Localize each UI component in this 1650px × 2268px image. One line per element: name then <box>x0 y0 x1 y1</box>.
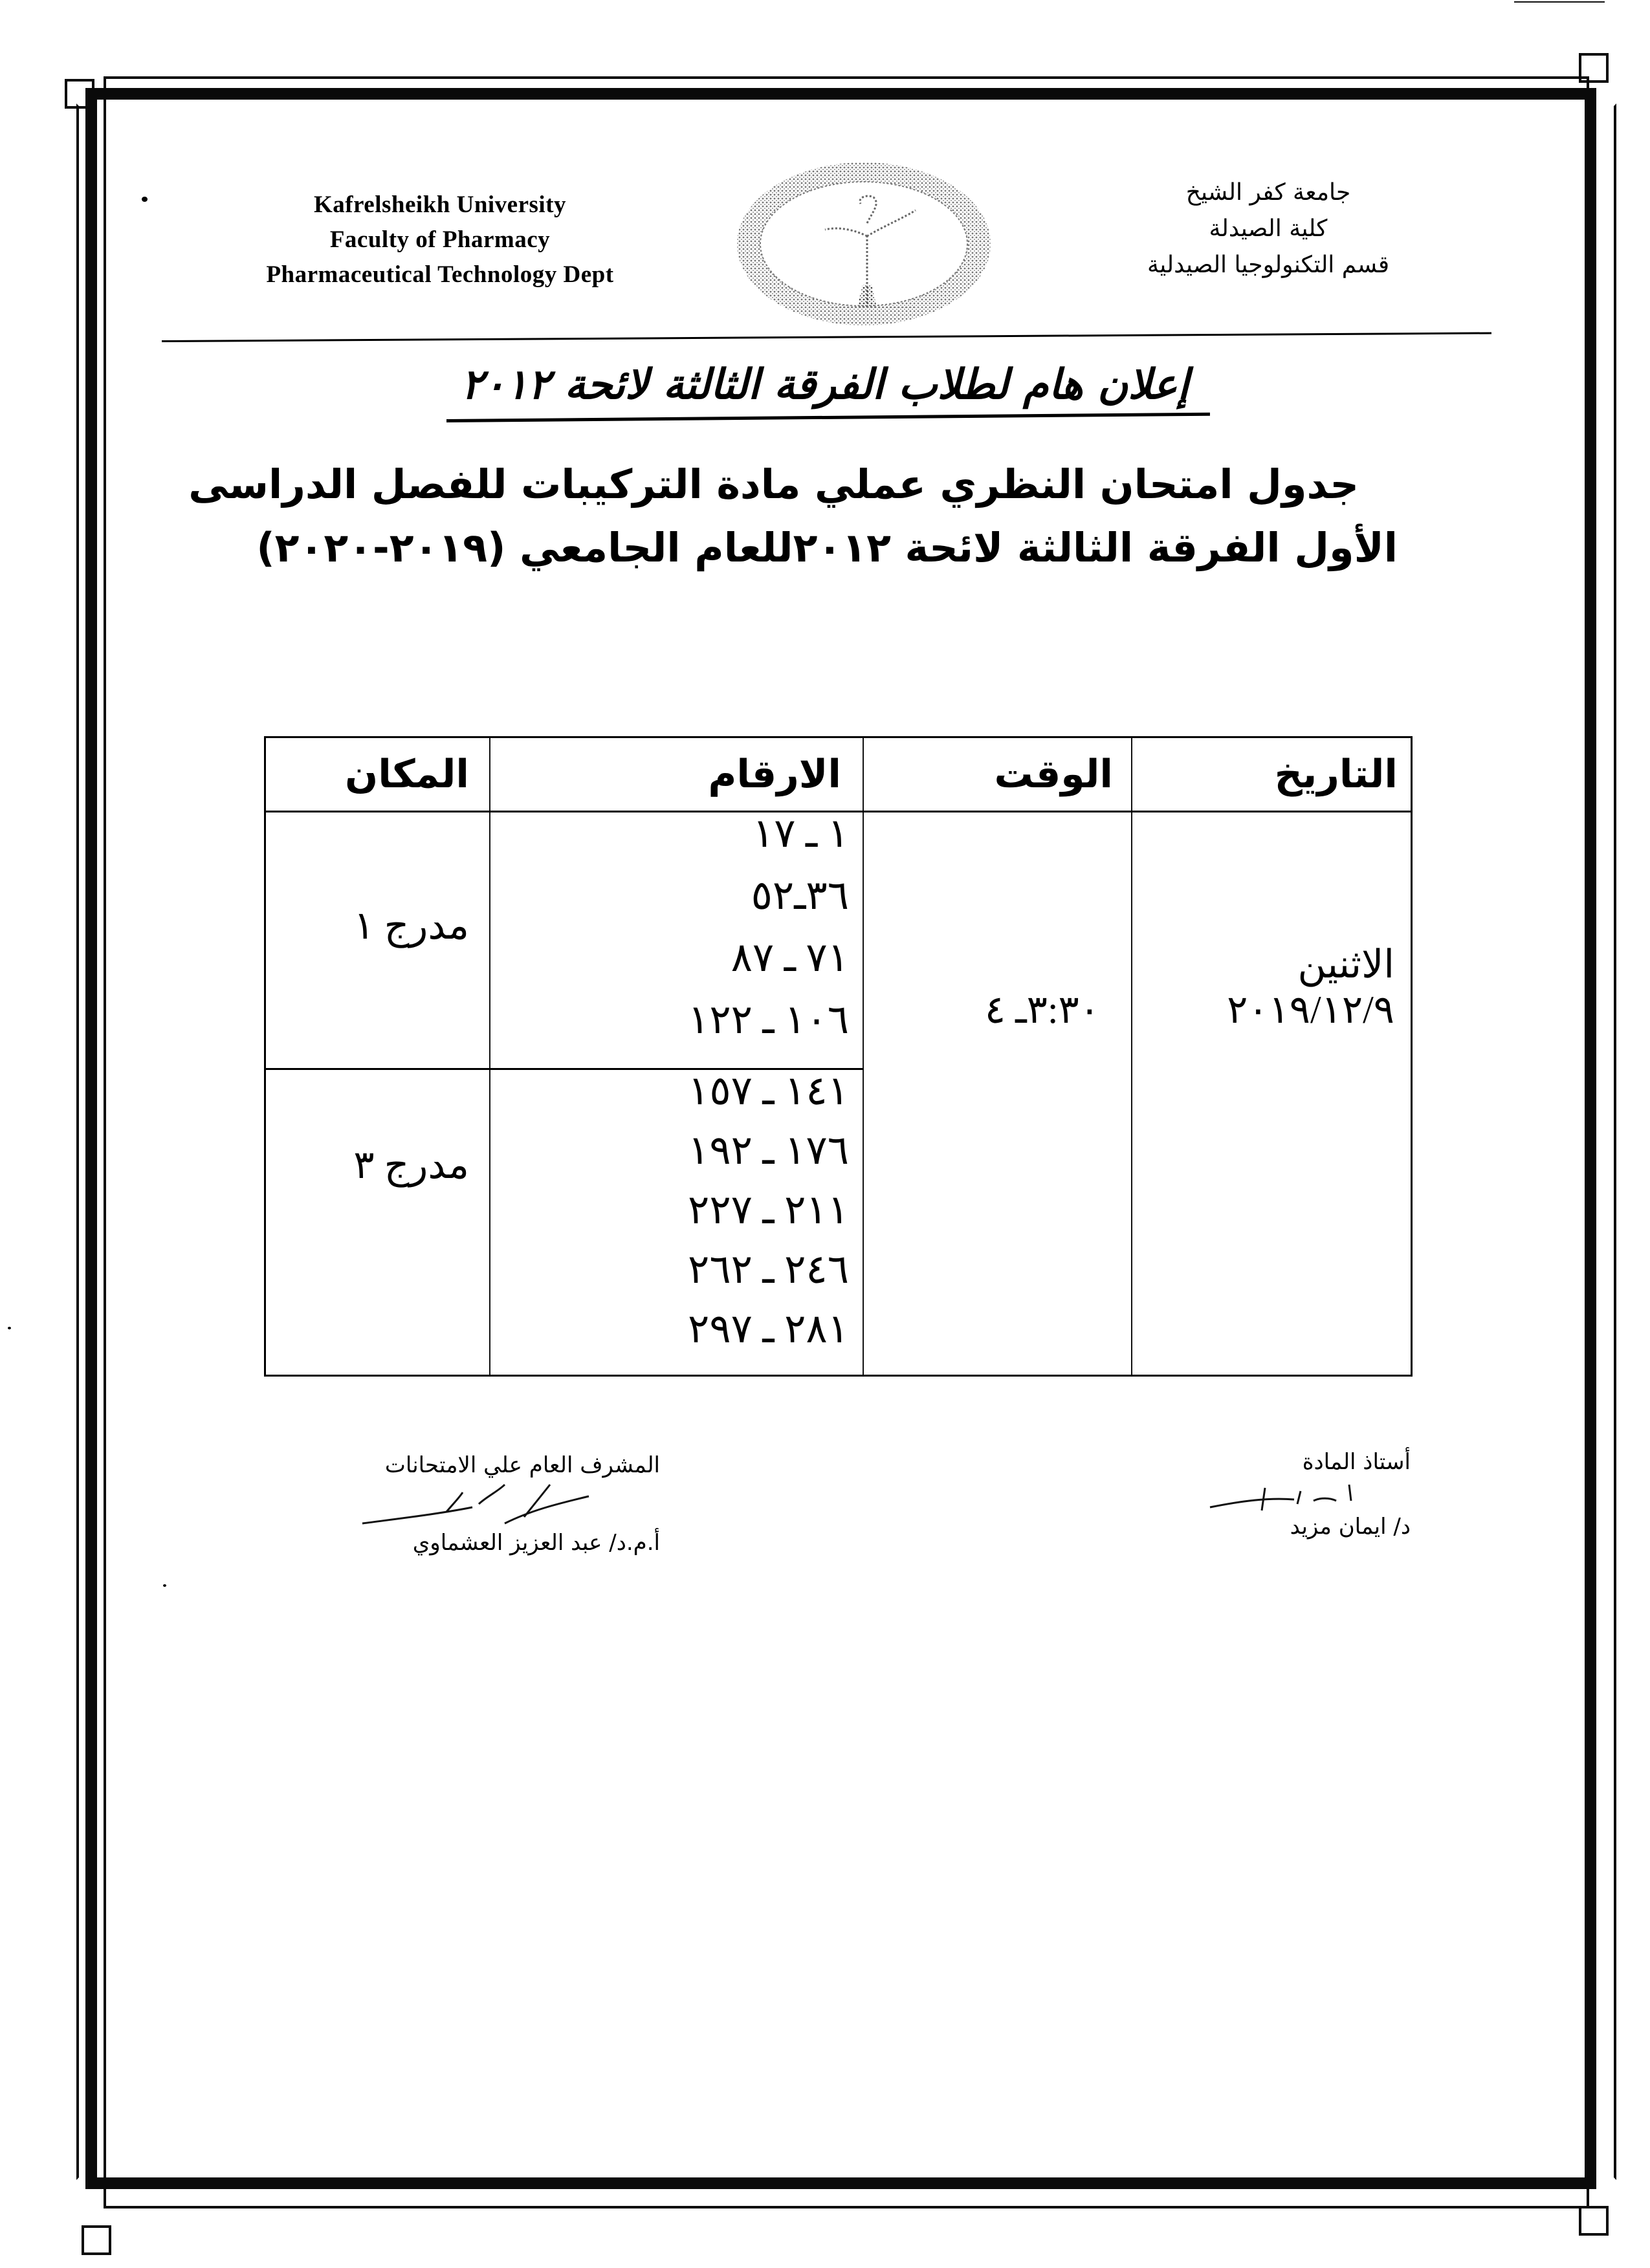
exam-time: ٣:٣٠ـ ٤ <box>984 988 1100 1031</box>
scan-artifact-line <box>1514 1 1605 3</box>
signature-name: أ.م.د/ عبد العزيز العشماوي <box>412 1530 660 1556</box>
seat-range: ١ ـ ١٧ <box>752 812 849 856</box>
frame-corner-ornament <box>82 2225 111 2255</box>
signature-title: المشرف العام علي الامتحانات <box>384 1452 660 1478</box>
university-seal-logo <box>734 158 993 330</box>
exam-date: ٢٠١٩/١٢/٩ <box>1227 988 1394 1031</box>
exam-schedule-table <box>264 736 1413 1377</box>
column-header-location: المكان <box>345 752 469 797</box>
schedule-subtitle <box>188 453 1411 580</box>
seat-range: ٢٤٦ ـ ٢٦٢ <box>688 1248 849 1292</box>
university-name-en: Kafrelsheikh University <box>313 191 567 218</box>
signature-title: أستاذ المادة <box>1302 1449 1411 1475</box>
location-group-2: مدرج ٣ <box>353 1144 469 1186</box>
department-name-ar: قسم التكنولوجيا الصيدلية <box>1147 252 1390 278</box>
faculty-name-en: Faculty of Pharmacy <box>329 226 551 253</box>
header-english <box>214 188 666 292</box>
department-name-en: Pharmaceutical Technology Dept <box>266 261 614 288</box>
scan-artifact-dot <box>8 1327 11 1329</box>
column-divider <box>863 738 864 1375</box>
signature-name: د/ ايمان مزيد <box>1290 1514 1411 1540</box>
seat-range: ٣٦ـ٥٢ <box>751 874 849 918</box>
subtitle-line-2: الأول الفرقة الثالثة لائحة ٢٠١٢للعام الجامعي (٢٠١٩-٢٠٢٠) <box>256 524 1398 571</box>
exam-day: الاثنين <box>1297 943 1394 986</box>
seat-range: ١٧٦ ـ ١٩٢ <box>688 1129 849 1173</box>
seat-range: ٧١ ـ ٨٧ <box>731 936 849 980</box>
university-name-ar: جامعة كفر الشيخ <box>1185 179 1351 206</box>
seal-icon <box>734 158 993 330</box>
header-arabic <box>1100 175 1436 283</box>
column-header-numbers: الارقام <box>708 752 841 797</box>
frame-corner-ornament <box>1579 2206 1609 2236</box>
announcement-title: إعلان هام لطلاب الفرقة الثالثة لائحة ٢٠١٢ <box>461 361 1189 409</box>
column-header-time: الوقت <box>994 752 1113 797</box>
column-header-date: التاريخ <box>1274 752 1398 797</box>
frame-corner-ornament <box>1579 53 1609 83</box>
signature-block-course-professor <box>1184 1449 1411 1540</box>
column-divider <box>489 738 490 1375</box>
seat-range: ٢١١ ـ ٢٢٧ <box>688 1188 849 1232</box>
seat-range: ٢٨١ ـ ٢٩٧ <box>688 1307 849 1351</box>
frame-corner-ornament <box>65 79 94 109</box>
seat-number-ranges-group-1 <box>688 803 849 1051</box>
column-divider <box>1131 738 1132 1375</box>
seat-range: ١٠٦ ـ ١٢٢ <box>688 998 849 1042</box>
seat-range: ١٤١ ـ ١٥٧ <box>688 1069 849 1113</box>
signature-block-exam-supervisor <box>285 1452 660 1556</box>
faculty-name-ar: كلية الصيدلة <box>1209 215 1328 242</box>
location-group-1: مدرج ١ <box>353 904 469 947</box>
subtitle-line-1: جدول امتحان النظري عملي مادة التركيبات للفصل الدراسى <box>188 461 1359 508</box>
seat-number-ranges-group-2 <box>688 1062 849 1359</box>
handwritten-signature <box>1184 1475 1411 1514</box>
handwritten-signature <box>285 1478 660 1530</box>
